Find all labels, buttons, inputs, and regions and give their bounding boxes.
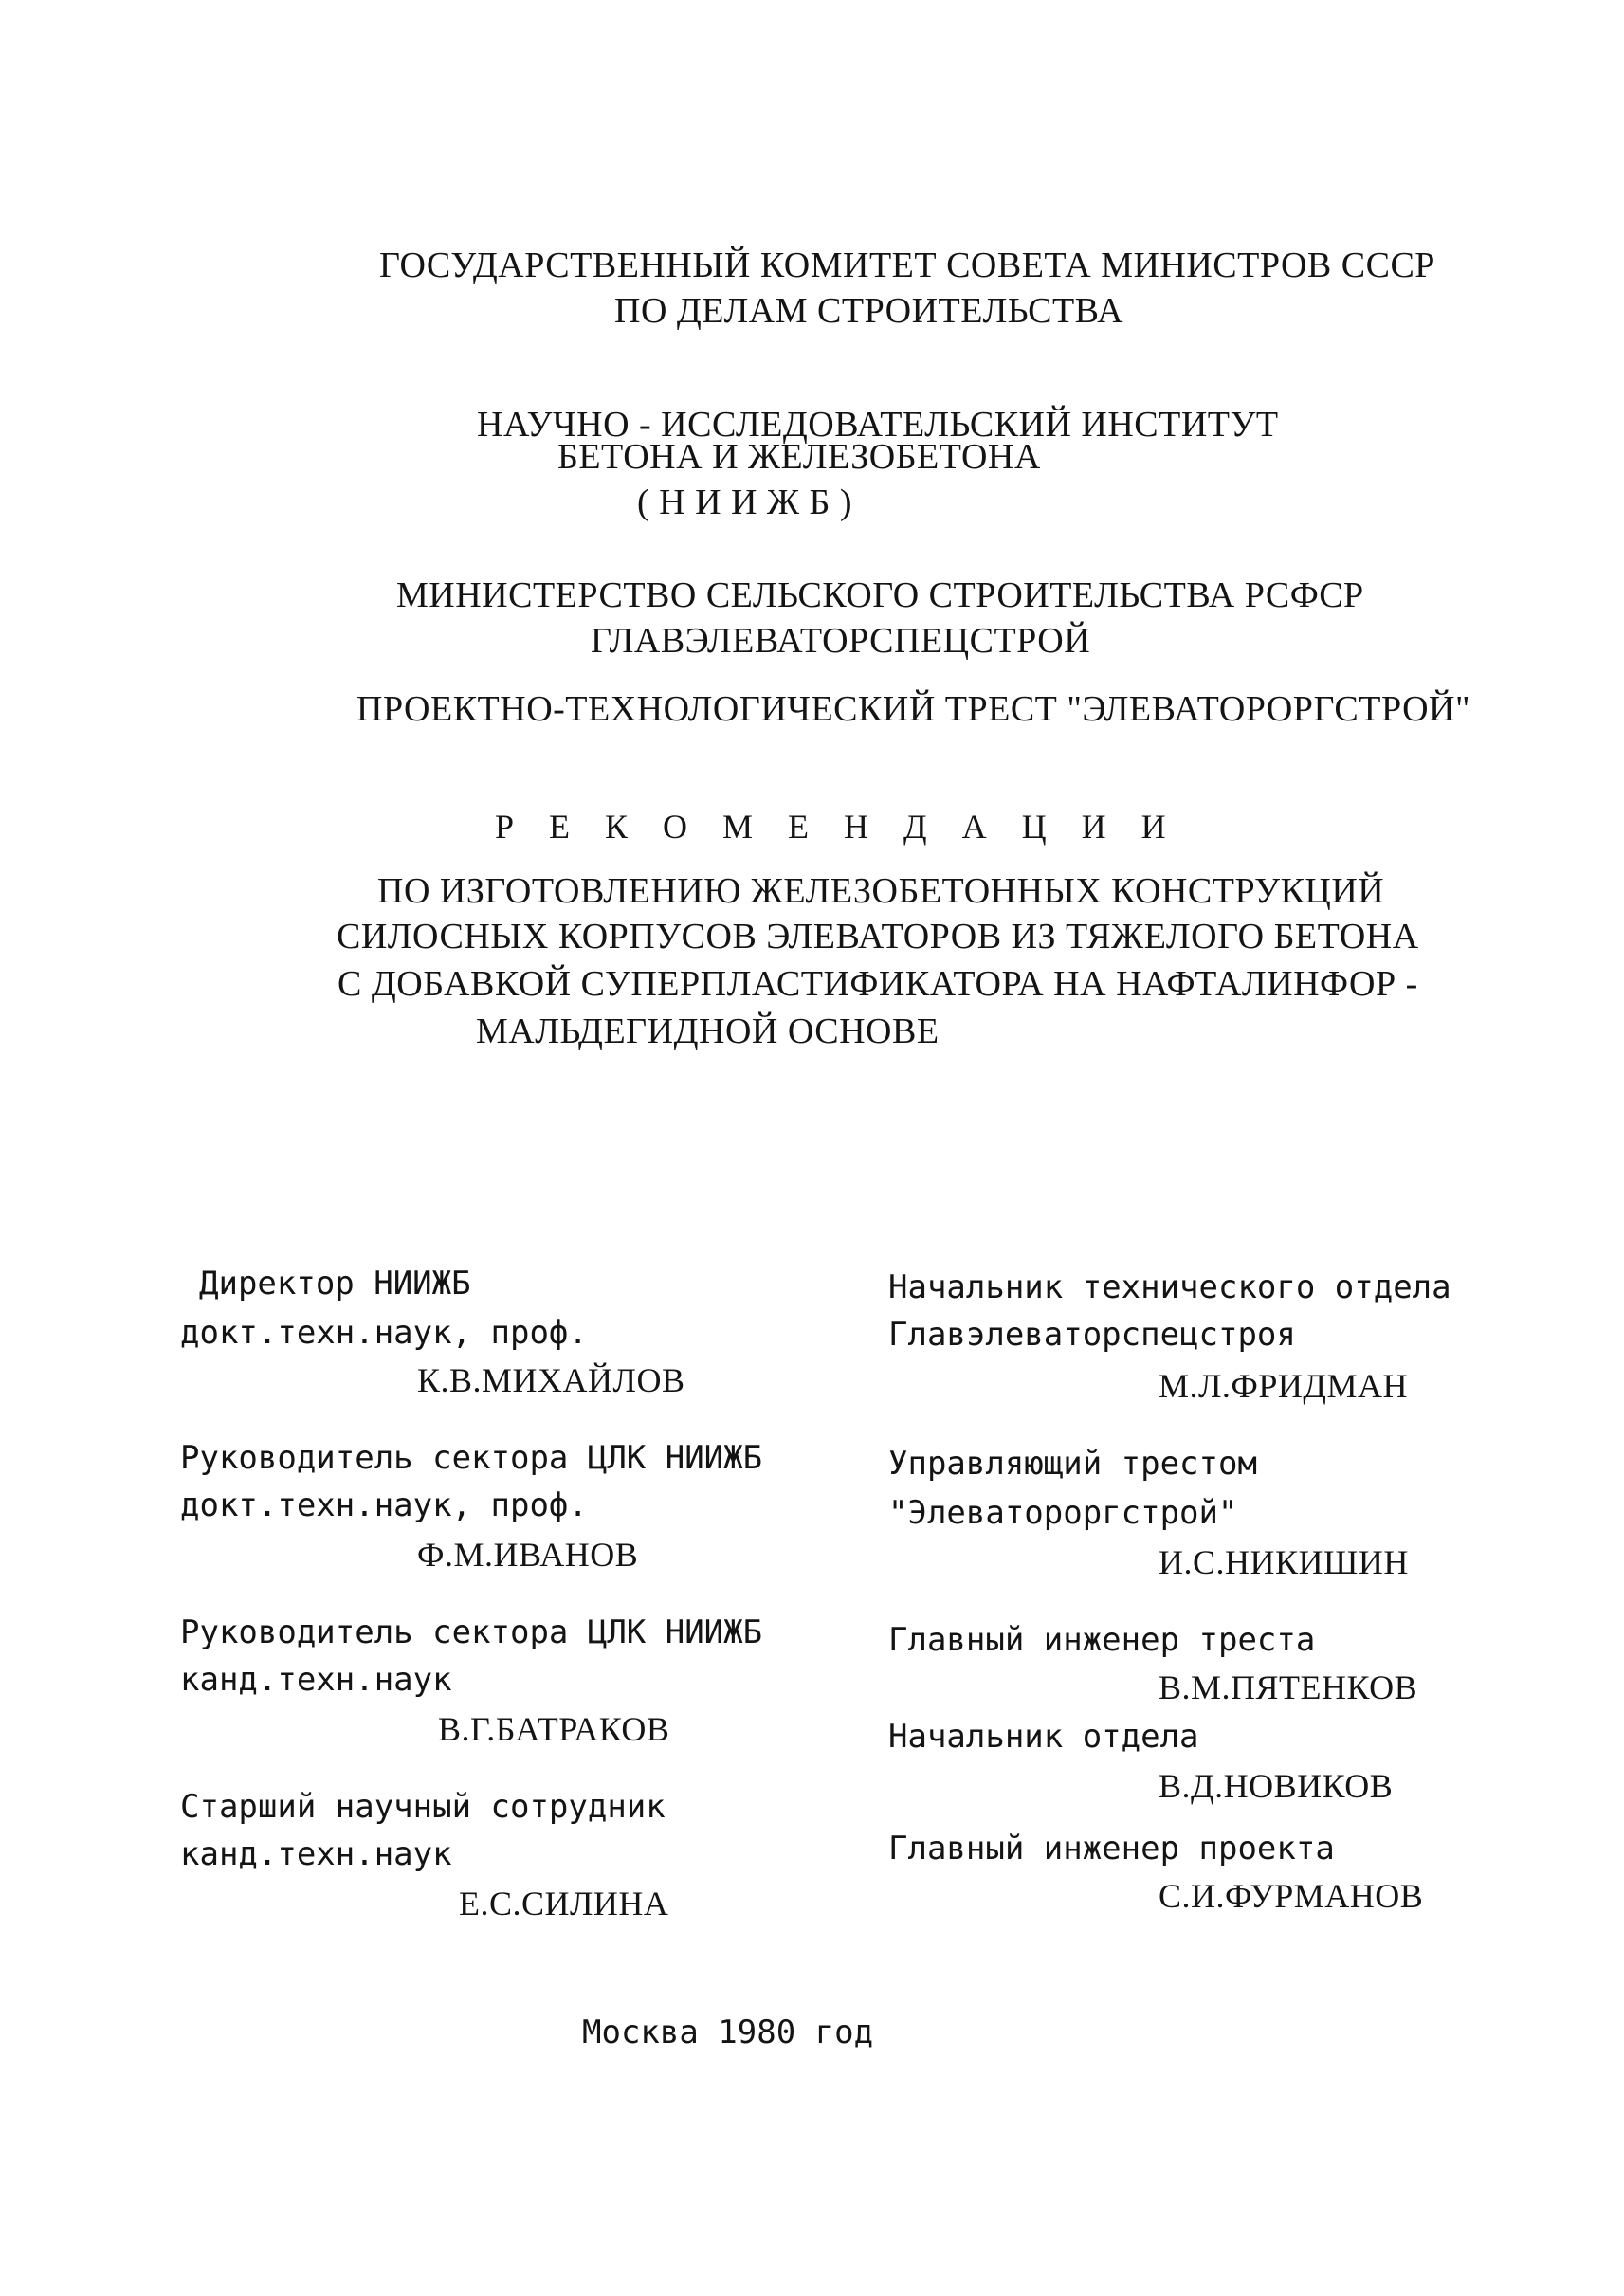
signatory-name: М.Л.ФРИДМАН [1159,1367,1408,1405]
document-heading: Р Е К О М Е Н Д А Ц И И [495,808,1179,846]
signatory-name: В.Г.БАТРАКОВ [438,1710,670,1748]
ministry-line-2: ГЛАВЭЛЕВАТОРСПЕЦСТРОЙ [591,621,1091,661]
committee-line-2: ПО ДЕЛАМ СТРОИТЕЛЬСТВА [614,291,1124,331]
signatory-organization: Главэлеваторспецстроя [888,1316,1296,1354]
signatory-role: Директор НИИЖБ [199,1265,471,1303]
signatory-name: С.И.ФУРМАНОВ [1159,1877,1424,1915]
signatory-organization: "Элеватороргстрой" [888,1494,1238,1532]
signatory-degree: канд.техн.наук [180,1661,452,1699]
ministry-line-1: МИНИСТЕРСТВО СЕЛЬСКОГО СТРОИТЕЛЬСТВА РСФСР [396,575,1364,615]
place-and-year: Москва 1980 год [582,2014,874,2051]
signatory-name: К.В.МИХАЙЛОВ [417,1361,685,1399]
signatory-role: Главный инженер треста [888,1621,1316,1659]
signatory-role: Начальник технического отдела [888,1268,1451,1306]
signatory-name: В.М.ПЯТЕНКОВ [1159,1668,1418,1706]
signatory-name: Ф.М.ИВАНОВ [417,1536,639,1574]
signatory-degree: докт.техн.наук, проф. [180,1314,588,1352]
institute-abbreviation: ( Н И И Ж Б ) [637,483,853,522]
committee-line-1: ГОСУДАРСТВЕННЫЙ КОМИТЕТ СОВЕТА МИНИСТРОВ СССР [379,246,1435,285]
signatory-degree: канд.техн.наук [180,1835,452,1873]
signatory-role: Главный инженер проекта [888,1830,1335,1868]
signatory-role: Старший научный сотрудник [180,1788,666,1826]
signatory-degree: докт.техн.наук, проф. [180,1486,588,1524]
institute-line-2: БЕТОНА И ЖЕЛЕЗОБЕТОНА [557,437,1041,477]
title-line-4: МАЛЬДЕГИДНОЙ ОСНОВЕ [476,1011,940,1051]
institute-line-1: НАУЧНО - ИССЛЕДОВАТЕЛЬСКИЙ ИНСТИТУТ [477,405,1279,445]
signatory-name: И.С.НИКИШИН [1159,1543,1409,1581]
signatory-name: В.Д.НОВИКОВ [1159,1767,1394,1805]
trust-line: ПРОЕКТНО-ТЕХНОЛОГИЧЕСКИЙ ТРЕСТ "ЭЛЕВАТОРОРГСТРОЙ" [356,689,1470,729]
signatory-role: Управляющий трестом [888,1445,1257,1483]
signatory-role: Руководитель сектора ЦЛК НИИЖБ [180,1613,763,1651]
signatory-role: Начальник отдела [888,1718,1199,1756]
signatory-role: Руководитель сектора ЦЛК НИИЖБ [180,1439,763,1477]
title-line-2: СИЛОСНЫХ КОРПУСОВ ЭЛЕВАТОРОВ ИЗ ТЯЖЕЛОГО БЕТОНА [337,917,1419,957]
title-line-1: ПО ИЗГОТОВЛЕНИЮ ЖЕЛЕЗОБЕТОННЫХ КОНСТРУКЦИЙ [377,871,1385,911]
signatory-name: Е.С.СИЛИНА [459,1885,669,1922]
title-line-3: С ДОБАВКОЙ СУПЕРПЛАСТИФИКАТОРА НА НАФТАЛИНФОР - [338,964,1418,1004]
